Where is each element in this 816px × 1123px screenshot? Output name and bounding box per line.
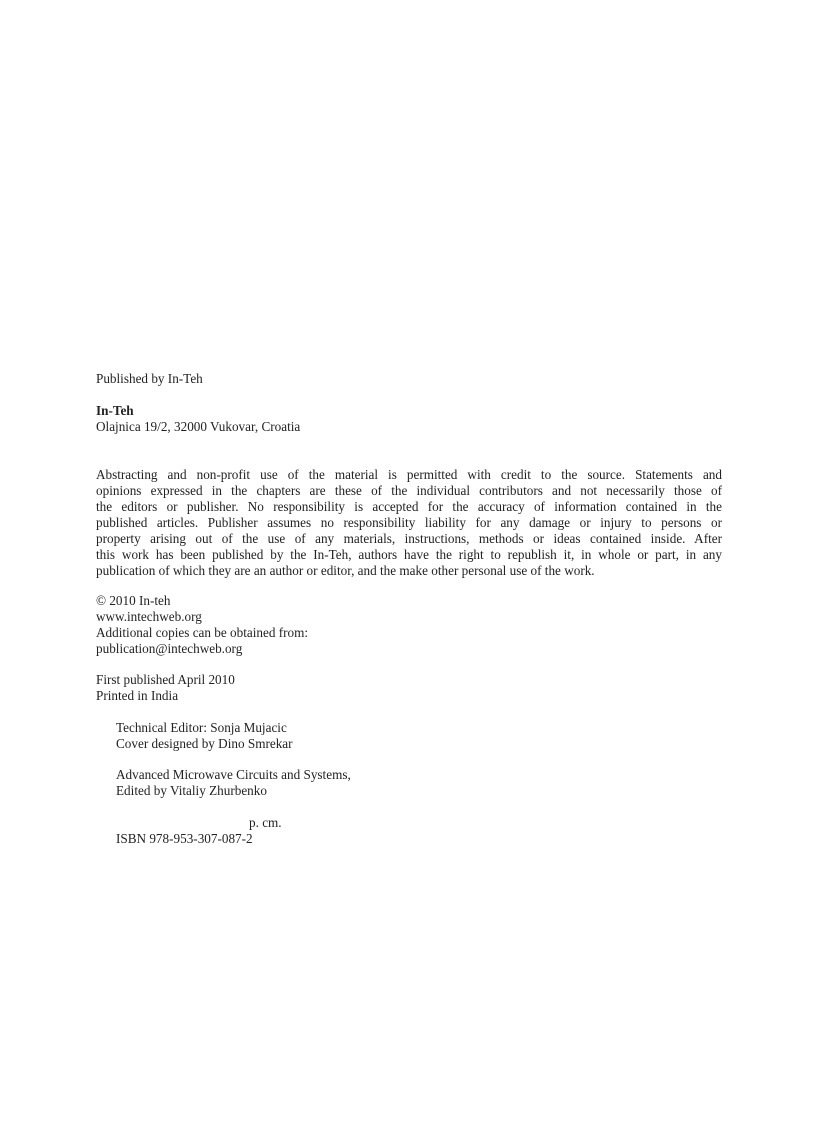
disclaimer-line: Abstracting and non-profit use of the material is permitted with credit to the source. Statements and	[96, 467, 722, 482]
disclaimer-paragraph	[96, 467, 722, 579]
published-by-section	[96, 371, 722, 387]
disclaimer-line: publication of which they are an author or editor, and the make other personal use of the work.	[96, 563, 595, 578]
pages-cm: p. cm.	[249, 815, 282, 830]
printed-in: Printed in India	[96, 688, 179, 703]
disclaimer-line: published articles. Publisher assumes no responsibility liability for any damage or injury to persons or	[96, 515, 722, 530]
copies-note: Additional copies can be obtained from:	[96, 625, 309, 640]
publisher-section	[96, 403, 722, 435]
catalog-section	[116, 815, 742, 847]
credits-section	[116, 720, 742, 752]
book-title: Advanced Microwave Circuits and Systems,	[116, 767, 351, 782]
publisher-name: In-Teh	[96, 403, 134, 418]
published-by-text: Published by In-Teh	[96, 371, 203, 386]
edited-by: Edited by Vitaliy Zhurbenko	[116, 783, 267, 798]
cover-designer: Cover designed by Dino Smrekar	[116, 736, 293, 751]
disclaimer-line: the editors or publisher. No responsibility is accepted for the accuracy of information contained in the	[96, 499, 722, 514]
first-published: First published April 2010	[96, 672, 235, 687]
publisher-address: Olajnica 19/2, 32000 Vukovar, Croatia	[96, 419, 301, 434]
print-info-section	[96, 672, 722, 704]
website-url: www.intechweb.org	[96, 609, 202, 624]
technical-editor: Technical Editor: Sonja Mujacic	[116, 720, 287, 735]
disclaimer-line: this work has been published by the In-Teh, authors have the right to republish it, in whole or part, in any	[96, 547, 722, 562]
book-info-section	[116, 767, 742, 799]
contact-section	[96, 593, 722, 657]
disclaimer-line: opinions expressed in the chapters are these of the individual contributors and not necessarily those of	[96, 483, 722, 498]
contact-email: publication@intechweb.org	[96, 641, 243, 656]
copyright-notice: © 2010 In-teh	[96, 593, 171, 608]
disclaimer-line: property arising out of the use of any materials, instructions, methods or ideas contained inside. After	[96, 531, 722, 546]
isbn-number: ISBN 978-953-307-087-2	[116, 831, 253, 846]
